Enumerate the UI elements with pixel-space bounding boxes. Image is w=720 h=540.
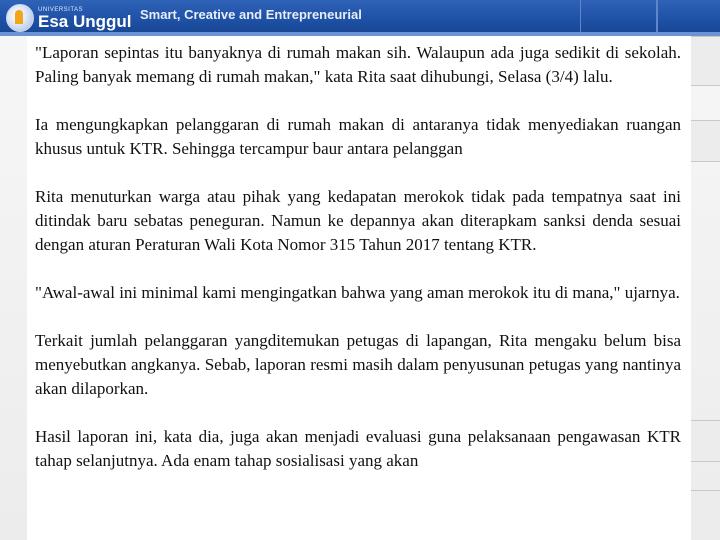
paragraph-4: "Awal-awal ini minimal kami mengingatkan bahwa yang aman merokok itu di mana," ujarnya. [35, 283, 680, 302]
side-decoration-box [690, 36, 720, 86]
logo-small-text: UNIVERSITAS [38, 6, 84, 13]
paragraph-3: Rita menuturkan warga atau pihak yang kedapatan merokok tidak pada tempatnya saat ini ditindak baru sebatas peneguran. Namun ke depannya akan diterapkam sanksi denda sesuai dengan aturan Peraturan Wali Kota Nomor 315 Tahun 2017 tentang KTR. [35, 187, 681, 254]
article-text [27, 36, 691, 473]
paragraph-1: "Laporan sepintas itu banyaknya di rumah makan sih. Walaupun ada juga sedikit di sekolah. Paling banyak memang di rumah makan," kata Rita saat dihubungi, Selasa (3/4) lalu. [35, 43, 681, 86]
logo-emblem-icon [6, 4, 34, 32]
paragraph-2: Ia mengungkapkan pelanggaran di rumah makan di antaranya tidak menyediakan ruangan khusus untuk KTR. Sehingga tercampur baur antara pelanggan [35, 115, 681, 158]
side-decoration-box [690, 490, 720, 540]
paragraph-5: Terkait jumlah pelanggaran yangditemukan petugas di lapangan, Rita mengaku belum bisa menyebutkan angkanya. Sebab, laporan resmi masih dalam penyusunan petugas yang nantinya akan dilaporkan. [35, 331, 681, 398]
logo-text [38, 7, 132, 30]
side-decoration-box [690, 420, 720, 462]
tagline: Smart, Creative and Entrepreneurial [140, 7, 362, 22]
side-decoration-box [690, 120, 720, 162]
content-panel [27, 36, 691, 540]
university-logo [6, 4, 132, 32]
logo-name: Esa Unggul [38, 11, 132, 31]
header-decoration-box [656, 0, 720, 33]
header-decoration-box [580, 0, 658, 33]
paragraph-6: Hasil laporan ini, kata dia, juga akan menjadi evaluasi guna pelaksanaan pengawasan KTR tahap selanjutnya. Ada enam tahap sosialisasi yang akan [35, 427, 681, 470]
header-banner [0, 0, 720, 36]
